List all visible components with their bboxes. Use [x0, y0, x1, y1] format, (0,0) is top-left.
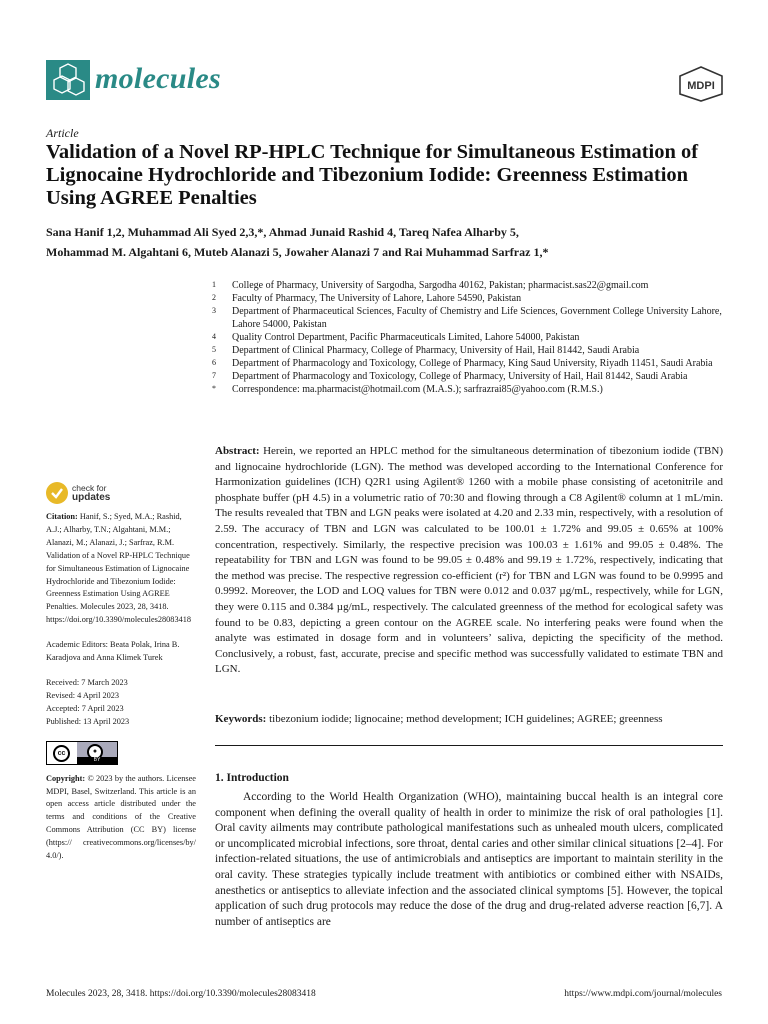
sidebar — [46, 482, 196, 863]
academic-editors: Academic Editors: Beata Polak, Irina B. Karadjova and Anna Klimek Turek — [46, 640, 180, 663]
affiliation-item: 4 Quality Control Department, Pacific Pharmaceuticals Limited, Lahore 54000, Pakistan — [212, 331, 580, 343]
author-line-2: Mohammad M. Algahtani 6, Muteb Alanazi 5, Jowaher Alanazi 7 and Rai Muhammad Sarfraz 1,* — [46, 245, 549, 259]
revised-date: Revised: 4 April 2023 — [46, 690, 120, 700]
keywords-text: tibezonium iodide; lignocaine; method development; ICH guidelines; AGREE; greenness — [269, 713, 663, 725]
received-date: Received: 7 March 2023 — [46, 677, 128, 687]
abstract-label: Abstract: — [215, 445, 260, 457]
affiliation-item: 2 Faculty of Pharmacy, The University of Lahore, Lahore 54590, Pakistan — [212, 293, 522, 305]
article-title: Validation of a Novel RP-HPLC Technique for Simultaneous Estimation of Lignocaine Hydrochloride and Tibezonium Iodide: Greenness Estimation Using AGREE Penalties — [46, 141, 699, 209]
section-heading: 1. Introduction — [215, 772, 289, 784]
journal-header — [46, 60, 726, 100]
citation: Citation: Hanif, S.; Syed, M.A.; Rashid, A.J.; Alharby, T.N.; Algahtani, M.M.; Alanazi, M.; Alanazi, J.; Sarfraz, R.M. Validation of a Novel RP-HPLC Technique for Simultaneous Estimation of Lignocaine Hydrochloride and Tibezonium Iodide: Greenness Estimation Using AGREE Penalties. Molecules 2023, 28, 3418. https://doi.org/10.3390/molecules28083418 — [46, 512, 192, 625]
copyright-notice: Copyright: © 2023 by the authors. Licensee MDPI, Basel, Switzerland. This article is an open access article distributed under the terms and conditions of the Creative Commons Attribution (CC BY) license (https:// creativecommons.org/licenses/by/ 4.0/). — [46, 773, 196, 861]
page-footer — [46, 989, 722, 999]
keywords-label: Keywords: — [215, 713, 267, 725]
author-line-1: Sana Hanif 1,2, Muhammad Ali Syed 2,3,*, Ahmad Junaid Rashid 4, Tareq Nafea Alharby 5, — [46, 225, 519, 239]
correspondence: * Correspondence: ma.pharmacist@hotmail.com (M.A.S.); sarfrazrai85@yahoo.com (R.M.S.) — [212, 384, 603, 396]
affiliation-item: 6 Department of Pharmacology and Toxicology, College of Pharmacy, King Saud University, Riyadh 11451, Saudi Arabia — [212, 358, 713, 370]
cc-by-license-icon[interactable]: cc ● BY — [46, 741, 118, 765]
published-date: Published: 13 April 2023 — [46, 716, 130, 726]
affiliation-item: 3 Department of Pharmaceutical Sciences, Faculty of Chemistry and Life Sciences, Government College University Lahore, Lahore 54000, Pakistan — [212, 306, 722, 330]
affiliation-item: 1 College of Pharmacy, University of Sargodha, Sargodha 40162, Pakistan; pharmacist.sas22@gmail.com — [212, 280, 649, 291]
affiliation-item: 7 Department of Pharmacology and Toxicology, College of Pharmacy, University of Hail, Hail 81442, Saudi Arabia — [212, 371, 688, 383]
journal-name[interactable]: molecules — [95, 62, 222, 95]
divider — [215, 745, 723, 746]
abstract — [215, 444, 723, 678]
accepted-date: Accepted: 7 April 2023 — [46, 703, 124, 713]
keywords — [215, 712, 723, 727]
footer-journal-link[interactable]: https://www.mdpi.com/journal/molecules — [564, 989, 722, 999]
check-updates-icon — [46, 482, 68, 504]
introduction-text: According to the World Health Organization (WHO), maintaining buccal health is an integral core component when defining the overall quality of health in order to minimize the risk of oral pathologies [1]. Oral cavity ailments may contribute pathological manifestations such as unhealed mouth ulcers, complicated or uncomplicated microbial infections, sore throat, dental caries and other similar clinical situations [2–4]. For infection-related situations, the use of antimicrobials and antiseptics are important to maintain sterility in the oral cavity. These strategies typically include treatment with antibiotics or combined either with NSAIDs, anesthetics or antiseptics to alleviate infection and the associated clinical symptoms [5]. However, the topical application of such drug protocols may reduce the dose of the drug and drug-related adverse reaction [6,7]. A number of antiseptics are — [215, 791, 723, 928]
footer-citation[interactable]: Molecules 2023, 28, 3418. https://doi.org/10.3390/molecules28083418 — [46, 989, 316, 999]
affiliation-item: 5 Department of Clinical Pharmacy, College of Pharmacy, University of Hail, Hail 81442, Saudi Arabia — [212, 344, 640, 356]
affiliations — [212, 280, 732, 397]
molecules-logo-icon — [46, 60, 90, 100]
mdpi-logo-icon[interactable] — [676, 66, 726, 102]
check-for-updates-button[interactable]: check for updates — [46, 482, 196, 504]
author-list — [46, 222, 736, 262]
article-type: Article — [46, 126, 79, 140]
attribution-person-icon: ● — [87, 744, 103, 760]
mdpi-text: MDPI — [687, 80, 715, 92]
article-dates — [46, 677, 196, 729]
abstract-text: Herein, we reported an HPLC method for the simultaneous determination of tibezonium iodide (TBN) and lignocaine hydrochloride (LGN). The method was developed according to the International Conference for Harmonization guidelines (ICH) Q2R1 using Agilent® 1260 with a mobile phase consisting of acetonitrile and phosphate buffer (pH 4.5) in a volumetric ratio of 70:30 and flowing through a C8 Agilent® column at 1 mL/min. The results revealed that TBN and LGN peaks were isolated at 4.20 and 2.33 min, respectively, with a resolution of 2.59. The accuracy of TBN and LGN was calculated to be 100.01 ± 1.72% and 99.05 ± 0.65% at 100% concentration, respectively. Similarly, the respective precision was 100.03 ± 1.61% and 99.05 ± 0.48%. The repeatability for TBN and LGN was found to be 99.05 ± 0.48% and 99.19 ± 1.72%, respectively, indicating that the method was precise. The respective regression co-efficient (r²) for TBN and LGN was found to be 0.9995 and 0.9992. Moreover, the LOD and LOQ values for TBN were 0.012 and 0.037 µg/mL, respectively, while for LGN, they were 0.115 and 0.384 µg/mL, respectively. The calculated greenness of the method for ecological safety was found to be 0.83, depicting a green contour on the AGREE scale. No interfering peaks were found when the analyte was estimated in dosage form and in volunteers’ saliva, depicting the specificity of the method. Conclusively, a robust, fast, accurate, precise and specific method was successfully validated to estimate TBN and LGN. — [215, 445, 724, 676]
